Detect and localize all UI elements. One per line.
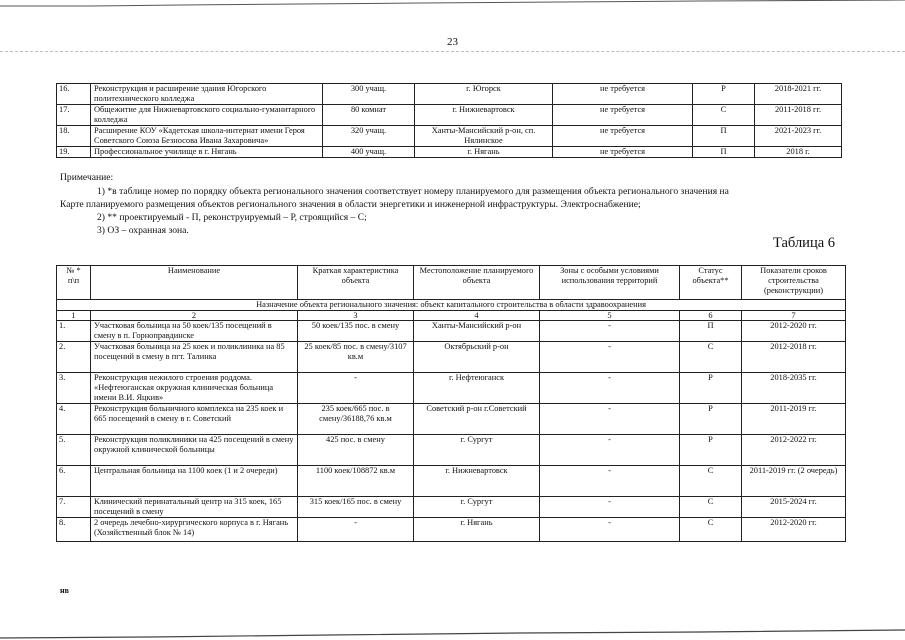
footer-code: нв: [60, 586, 69, 595]
column-header: Статус объекта**: [680, 266, 742, 300]
table-row: 16. Реконструкция и расширение здания Югорского политехнического колледжа 300 учащ. г. Югорск не требуется Р 2018-2021 гг.: [57, 84, 842, 105]
column-header: Местоположение планируемого объекта: [414, 266, 540, 300]
note-1-continued: Карте планируемого размещения объектов регионального значения в области энергетики и инженерной инфраструктуры. Электроснабжение;: [60, 199, 641, 210]
table-row: 6. Центральная больница на 1100 коек (1 и 2 очереди) 1100 коек/108872 кв.м г. Нижневартовск - С 2011-2019 гг. (2 очередь): [57, 466, 846, 497]
column-header: Показатели сроков строительства (реконструкции): [742, 266, 846, 300]
table-row: 19. Профессиональное училище в г. Нягань 400 учащ. г. Нягань не требуется П 2018 г.: [57, 147, 842, 158]
table-6: [56, 265, 846, 542]
note-2: 2) ** проектируемый - П, реконструируемый – Р, строящийся – С;: [97, 212, 367, 223]
column-header: Краткая характеристика объекта: [298, 266, 414, 300]
table-header-row: [57, 266, 846, 300]
column-header: № * п\п: [57, 266, 91, 300]
page-number: 23: [447, 36, 458, 48]
notes-title: Примечание:: [60, 172, 114, 183]
table-previous-continuation: [56, 83, 842, 158]
table-row: 1. Участковая больница на 50 коек/135 посещений в смену в п. Горноправдинске 50 коек/135 пос. в смену Ханты-Мансийский р-он - П 2012-2020 гг.: [57, 321, 846, 342]
section-row: Назначение объекта регионального значения: объект капитального строительства в области здравоохранения: [57, 300, 846, 311]
table-row: 18. Расширение КОУ «Кадетская школа-интернат имени Героя Советского Союза Безносова Ивана Захаровича» 320 учащ. Ханты-Мансийский р-он, сп. Нялинское не требуется П 2021-2023 гг.: [57, 126, 842, 147]
note-1: 1) *в таблице номер по порядку объекта регионального значения соответствует номеру планируемого для размещения объекта регионального значения на: [97, 186, 729, 197]
header-divider: [0, 51, 905, 52]
column-header: Зоны с особыми условиями использования территорий: [540, 266, 680, 300]
table-row: 4. Реконструкция больничного комплекса на 235 коек и 665 посещений в смену в г. Советский 235 коек/665 пос. в смену/36188,76 кв.м Советский р-он г.Советский - Р 2011-2019 гг.: [57, 404, 846, 435]
table-row: 8. 2 очередь лечебно-хирургического корпуса в г. Нягань (Хозяйственный блок № 14) - г. Нягань - С 2012-2020 гг.: [57, 518, 846, 542]
scan-edge-top: [0, 0, 905, 10]
column-header: Наименование: [91, 266, 298, 300]
scan-edge-bottom: [0, 628, 905, 640]
note-3: 3) ОЗ – охранная зона.: [97, 225, 189, 236]
column-number-row: 1 2 3 4 5 6 7: [57, 311, 846, 321]
table-row: 3. Реконструкция нежилого строения роддома. «Нефтеюганская окружная клиническая больница имени В.И. Яцкив» - г. Нефтеюганск - Р 2018-2035 гг.: [57, 373, 846, 404]
table-row: 7. Клинический перинатальный центр на 315 коек, 165 посещений в смену 315 коек/165 пос. в смену г. Сургут - С 2015-2024 гг.: [57, 497, 846, 518]
table-row: 2. Участковая больница на 25 коек и поликлиника на 85 посещений в смену в пгт. Талинка 25 коек/85 пос. в смену/3107 кв.м Октябрьский р-он - С 2012-2018 гг.: [57, 342, 846, 373]
table-row: 17. Общежитие для Нижневартовского социально-гуманитарного колледжа 80 комнат г. Нижневартовск не требуется С 2011-2018 гг.: [57, 105, 842, 126]
table-row: 5. Реконструкция поликлиники на 425 посещений в смену окружной клинической больницы 425 пос. в смену г. Сургут - Р 2012-2022 гг.: [57, 435, 846, 466]
table-caption: Таблица 6: [773, 235, 836, 251]
